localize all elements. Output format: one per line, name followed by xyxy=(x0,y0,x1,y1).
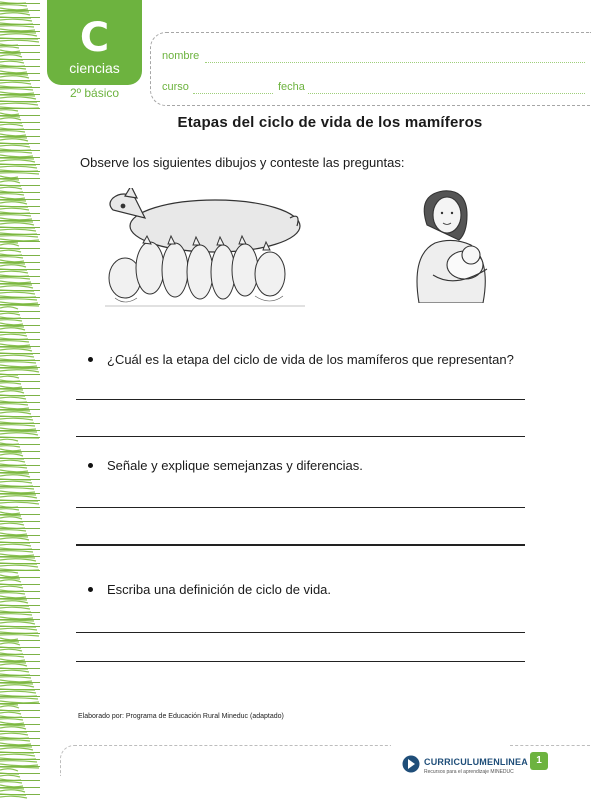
curriculum-logo-icon xyxy=(402,755,420,773)
bullet-icon xyxy=(88,357,93,362)
question-1-text: ¿Cuál es la etapa del ciclo de vida de los mamíferos que representan? xyxy=(107,352,514,367)
grade-label: 2º básico xyxy=(69,86,120,100)
question-1 xyxy=(88,352,514,367)
question-2-text: Señale y explique semejanzas y diferencias. xyxy=(107,458,363,473)
answer-line-1b[interactable] xyxy=(76,436,525,437)
student-info-box xyxy=(150,32,591,106)
answer-line-1a[interactable] xyxy=(76,399,525,400)
mother-baby-illustration xyxy=(405,185,495,303)
credit-text: Elaborado por: Programa de Educación Rural Mineduc (adaptado) xyxy=(78,713,284,720)
footer-border xyxy=(60,745,391,776)
brand-name: CURRICULUMENLINEA xyxy=(424,757,528,767)
answer-line-2a[interactable] xyxy=(76,507,525,508)
instruction-text: Observe los siguientes dibujos y conteste las preguntas: xyxy=(80,155,405,170)
pig-nursing-illustration xyxy=(105,188,305,313)
brand-tagline: Recursos para el aprendizaje MINEDUC xyxy=(424,769,514,775)
page-number: 1 xyxy=(530,752,548,770)
course-label: curso xyxy=(162,81,189,93)
question-2 xyxy=(88,458,363,473)
date-label: fecha xyxy=(278,81,305,93)
name-field[interactable] xyxy=(205,62,585,63)
worksheet-title: Etapas del ciclo de vida de los mamíferos xyxy=(177,114,483,131)
answer-line-3a[interactable] xyxy=(76,632,525,633)
name-label: nombre xyxy=(162,50,200,62)
course-field[interactable] xyxy=(193,93,273,94)
question-3-text: Escriba una definición de ciclo de vida. xyxy=(107,582,332,597)
date-field[interactable] xyxy=(308,93,585,94)
subject-label: ciencias xyxy=(69,60,120,76)
answer-line-2b[interactable] xyxy=(76,544,525,546)
bullet-icon xyxy=(88,463,93,468)
bullet-icon xyxy=(88,587,93,592)
answer-line-3b[interactable] xyxy=(76,661,525,662)
question-3 xyxy=(88,582,331,597)
badge-letter: C xyxy=(79,15,110,61)
subject-badge xyxy=(47,0,142,85)
